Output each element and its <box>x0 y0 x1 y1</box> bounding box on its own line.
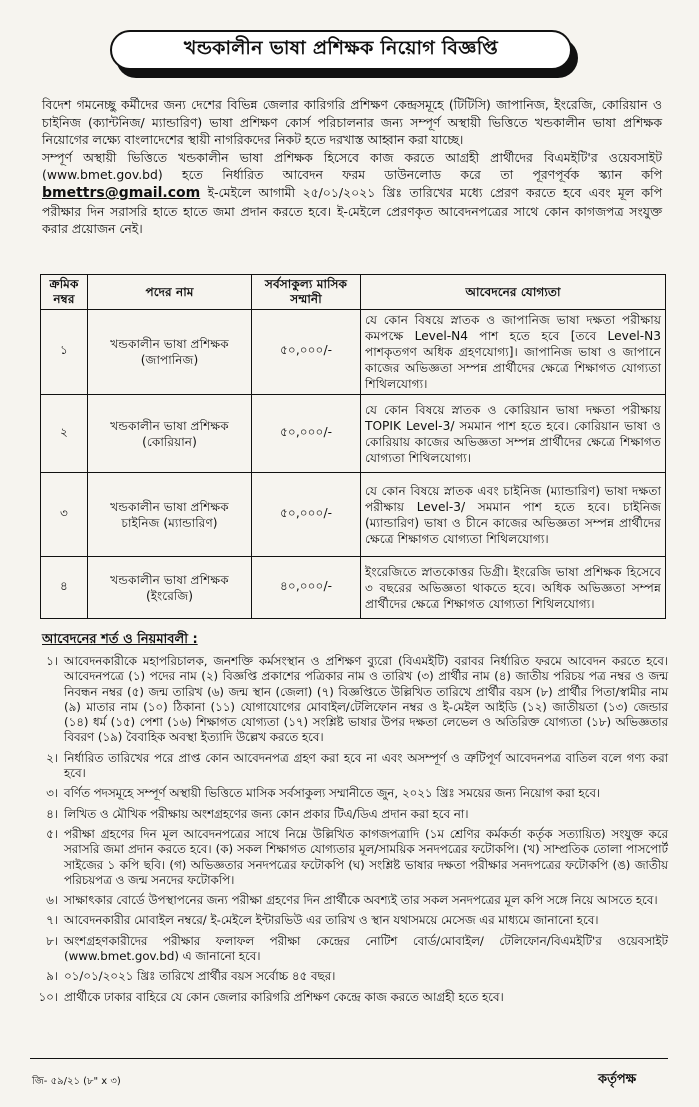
term-text: লিখিত ও মৌখিক পরীক্ষায় অংশগ্রহণের জন্য কোন প্রকার টিএ/ডিএ প্রদান করা হবে না। <box>64 806 469 821</box>
term-number: ৫। <box>46 826 58 841</box>
term-number: ৭। <box>46 913 58 928</box>
list-item <box>30 934 668 965</box>
row-qualification: ইংরেজিতে স্নাতকোত্তর ডিগ্রী। ইংরেজি ভাষা প্রশিক্ষক হিসেবে ৩ বছরের অভিজ্ঞতা থাকতে হবে। অধিক অভিজ্ঞতা সম্পন্ন প্রার্থীদের ক্ষেত্রে শিক্ষাগত যোগ্যতা শিথিলযোগ্য। <box>361 557 666 619</box>
row-post: খন্ডকালীন ভাষা প্রশিক্ষক চাইনিজ (ম্যান্ডারিণ) <box>88 473 252 557</box>
page-title: খন্ডকালীন ভাষা প্রশিক্ষক নিয়োগ বিজ্ঞপ্তি <box>110 30 572 70</box>
intro-section <box>42 96 662 238</box>
term-text: সাক্ষাৎকার বোর্ডে উপস্থাপনের জন্য পরীক্ষা গ্রহণের দিন প্রার্থীকে অবশ্যই তার সকল সনদপত্রের মূল কপি সঙ্গে নিয়ে আসতে হবে। <box>64 893 658 908</box>
term-text: নির্ধারিত তারিখের পরে প্রাপ্ত কোন আবেদনপত্র গ্রহণ করা হবে না এবং অসম্পূর্ণ ও ত্রুটিপূর্ণ আবেদনপত্র বাতিল বলে গণ্য করা হবে। <box>64 750 668 781</box>
intro-paragraph-2 <box>42 149 662 238</box>
term-number: ১০। <box>38 989 58 1004</box>
term-number: ১। <box>46 654 58 668</box>
row-serial: ২ <box>41 395 88 473</box>
intro-p2-after: ই-মেইলে আগামী ২৫/০১/২০২১ খ্রিঃ তারিখের মধ্যে প্রেরণ করতে হবে এবং মূল কপি পরীক্ষার দিন সরাসরি হাতে হাতে জমা প্রদান করতে হবে। ই-মেইলে প্রেরণকৃত আবেদনপত্রের সাথে কোন কাগজপত্র সংযুক্ত করার প্রয়োজন নেই। <box>42 184 662 237</box>
term-text: পরীক্ষা গ্রহণের দিন মূল আবেদনপত্রের সাথে নিম্নে উল্লিখিত কাগজপত্রাদি (১ম শ্রেণির কর্মকর্তা কর্তৃক সত্যায়িত) সংযুক্ত করে সরাসরি জমা প্রদান করতে হবে। (ক) সকল শিক্ষাগত যোগ্যতার মূল/সাময়িক সনদপত্রের ফটোকপি। (খ) সাম্প্রতিক তোলা পাসপোর্ট সাইজের ১ কপি ছবি। (গ) অভিজ্ঞতার সনদপত্রের ফটোকপি (ঘ) সংশ্লিষ্ট ভাষার দক্ষতা পরীক্ষার সনদপত্রের ফটোকপি (ঙ) জাতীয় পরিচয়পত্র ও জন্ম সনদের ফটোকপি। <box>64 826 668 887</box>
table-row <box>41 473 666 557</box>
footer-divider <box>30 1058 668 1059</box>
list-item <box>30 786 668 801</box>
table-header-row <box>41 275 666 310</box>
term-number: ৩। <box>46 786 58 801</box>
header-serial: ক্রমিক নম্বর <box>41 275 88 310</box>
row-pay: ৫০,০০০/- <box>252 473 361 557</box>
row-serial: ৩ <box>41 473 88 557</box>
row-serial: ১ <box>41 310 88 395</box>
list-item <box>30 990 668 1005</box>
intro-p2-before: সম্পূর্ণ অস্থায়ী ভিত্তিতে খন্ডকালীন ভাষা প্রশিক্ষক হিসেবে কাজ করতে আগ্রহী প্রার্থীদের বিএমইটি'র ওয়েবসাইট (www.bmet.gov.bd) হতে নির্ধারিত আবেদন ফরম ডাউনলোড করে তা পূরণপূর্বক স্ক্যান কপি <box>42 149 662 183</box>
list-item <box>30 827 668 888</box>
row-serial: ৪ <box>41 557 88 619</box>
header-pay: সর্বসাকুল্য মাসিক সম্মানী <box>252 275 361 310</box>
terms-list <box>30 654 668 1010</box>
row-pay: ৫০,০০০/- <box>252 395 361 473</box>
row-pay: ৫০,০০০/- <box>252 310 361 395</box>
row-qualification: যে কোন বিষয়ে স্নাতক ও জাপানিজ ভাষা দক্ষতা পরীক্ষায় কমপক্ষে Level-N4 পাশ হতে হবে [তবে Level-N3 পাশকৃতগণ অধিক গ্রহণযোগ্য]। জাপানিজ ভাষা ও জাপানে কাজের অভিজ্ঞতা সম্পন্ন প্রার্থীদের ক্ষেত্রে শিক্ষাগত যোগ্যতা শিথিলযোগ্য। <box>361 310 666 395</box>
table-row <box>41 310 666 395</box>
terms-heading: আবেদনের শর্ত ও নিয়মাবলী : <box>42 632 198 647</box>
signature-authority: কর্তৃপক্ষ <box>598 1072 637 1087</box>
row-post: খন্ডকালীন ভাষা প্রশিক্ষক (ইংরেজি) <box>88 557 252 619</box>
term-text: আবেদনকারীকে মহাপরিচালক, জনশক্তি কর্মসংস্থান ও প্রশিক্ষণ ব্যুরো (বিএমইটি) বরাবর নির্ধারিত ফরমে আবেদন করতে হবে। আবেদনপত্রে (১) পদের নাম (২) বিজ্ঞপ্তি প্রকাশের পত্রিকার নাম ও তারিখ (৩) প্রার্থীর নাম (৪) জাতীয় পরিচয় পত্র নম্বর ও জন্ম নিবন্ধন নম্বর (৫) জন্ম তারিখ (৬) জন্ম স্থান (জেলা) (৭) বিজ্ঞপ্তিতে উল্লিখিত তারিখে প্রার্থীর বয়স (৮) প্রার্থীর পিতা/স্বামীর নাম (৯) মাতার নাম (১০) ঠিকানা (১১) যোগাযোগের মোবাইল/টেলিফোন নম্বর ও ই-মেইল আইডি (১২) জাতীয়তা (১৩) জেন্ডার (১৪) ধর্ম (১৫) পেশা (১৬) শিক্ষাগত যোগ্যতা (১৭) সংশ্লিষ্ট ভাষার উপর দক্ষতা লেভেল ও অতিরিক্ত যোগ্যতা (১৮) অভিজ্ঞতার বিবরণ (১৯) বৈবাহিক অবস্থা ইত্যাদি উল্লেখ করতে হবে। <box>64 654 669 745</box>
table-row <box>41 557 666 619</box>
term-text: প্রার্থীকে ঢাকার বাহিরে যে কোন জেলার কারিগরি প্রশিক্ষণ কেন্দ্রে কাজ করতে আগ্রহী হতে হবে। <box>64 989 504 1004</box>
term-number: ৯। <box>46 969 58 984</box>
list-item <box>30 969 668 984</box>
title-banner <box>110 30 585 82</box>
term-text: ০১/০১/২০২১ খ্রিঃ তারিখে প্রার্থীর বয়স সর্বোচ্চ ৪৫ বছর। <box>64 969 336 984</box>
list-item <box>30 751 668 782</box>
term-text: আবেদনকারীর মোবাইল নম্বরে/ ই-মেইলে ইন্টারভিউ এর তারিখ ও স্থান যথাসময়ে মেসেজ এর মাধ্যমে জানানো হবে। <box>64 913 599 928</box>
term-number: ৮। <box>46 933 58 948</box>
table-row <box>41 395 666 473</box>
contact-email: bmettrs@gmail.com <box>42 184 201 201</box>
row-qualification: যে কোন বিষয়ে স্নাতক এবং চাইনিজ (ম্যান্ডারিণ) ভাষা দক্ষতা পরীক্ষায় Level-3/ সমমান পাশ হতে হবে। চাইনিজ (ম্যান্ডারিণ) ভাষা ও চীনে কাজের অভিজ্ঞতা সম্পন্ন প্রার্থীদের ক্ষেত্রে শিক্ষাগত যোগ্যতা শিথিলযোগ্য। <box>361 473 666 557</box>
posts-table <box>40 274 666 619</box>
row-qualification: যে কোন বিষয়ে স্নাতক ও কোরিয়ান ভাষা দক্ষতা পরীক্ষায় TOPIK Level-3/ সমমান পাশ হতে হবে। কোরিয়ান ভাষা ও কোরিয়ায় কাজের অভিজ্ঞতা সম্পন্ন প্রার্থীদের ক্ষেত্রে শিক্ষাগত যোগ্যতা শিথিলযোগ্য। <box>361 395 666 473</box>
term-number: ২। <box>46 750 58 765</box>
term-number: ৪। <box>46 806 58 821</box>
term-text: বর্ণিত পদসমূহে সম্পূর্ণ অস্থায়ী ভিত্তিতে মাসিক সর্বসাকুল্য সম্মানীতে জুন, ২০২১ খ্রিঃ সময়ের জন্য নিয়োগ করা হবে। <box>64 786 601 801</box>
intro-paragraph-1: বিদেশ গমনেচ্ছু কর্মীদের জন্য দেশের বিভিন্ন জেলার কারিগরি প্রশিক্ষণ কেন্দ্রসমূহে (টিটিসি) জাপানিজ, ইংরেজি, কোরিয়ান ও চাইনিজ (ক্যান্টনিজ/ ম্যান্ডারিণ) ভাষা প্রশিক্ষণ কোর্স পরিচালনার জন্য সম্পূর্ণ অস্থায়ী ভিত্তিতে খন্ডকালীন ভাষা প্রশিক্ষক নিয়োগের লক্ষ্যে বাংলাদেশের স্থায়ী নাগরিকদের নিকট হতে দরখাস্ত আহ্বান করা যাচ্ছে। <box>42 97 662 148</box>
list-item <box>30 807 668 822</box>
list-item <box>30 893 668 908</box>
list-item <box>30 913 668 928</box>
header-post: পদের নাম <box>88 275 252 310</box>
row-post: খন্ডকালীন ভাষা প্রশিক্ষক (জাপানিজ) <box>88 310 252 395</box>
ad-code: জি- ৫৯/২১ (৮" x ৩) <box>32 1076 121 1087</box>
row-post: খন্ডকালীন ভাষা প্রশিক্ষক (কোরিয়ান) <box>88 395 252 473</box>
list-item <box>30 654 668 746</box>
term-number: ৬। <box>46 893 58 908</box>
term-text: অংশগ্রহণকারীদের পরীক্ষার ফলাফল পরীক্ষা কেন্দ্রের নোটিশ বোর্ড/মোবাইল/ টেলিফোন/বিএমইটি'র ওয়েবসাইট (www.bmet.gov.bd) এ জানানো হবে। <box>64 933 668 964</box>
row-pay: ৪০,০০০/- <box>252 557 361 619</box>
header-qualification: আবেদনের যোগ্যতা <box>361 275 666 310</box>
